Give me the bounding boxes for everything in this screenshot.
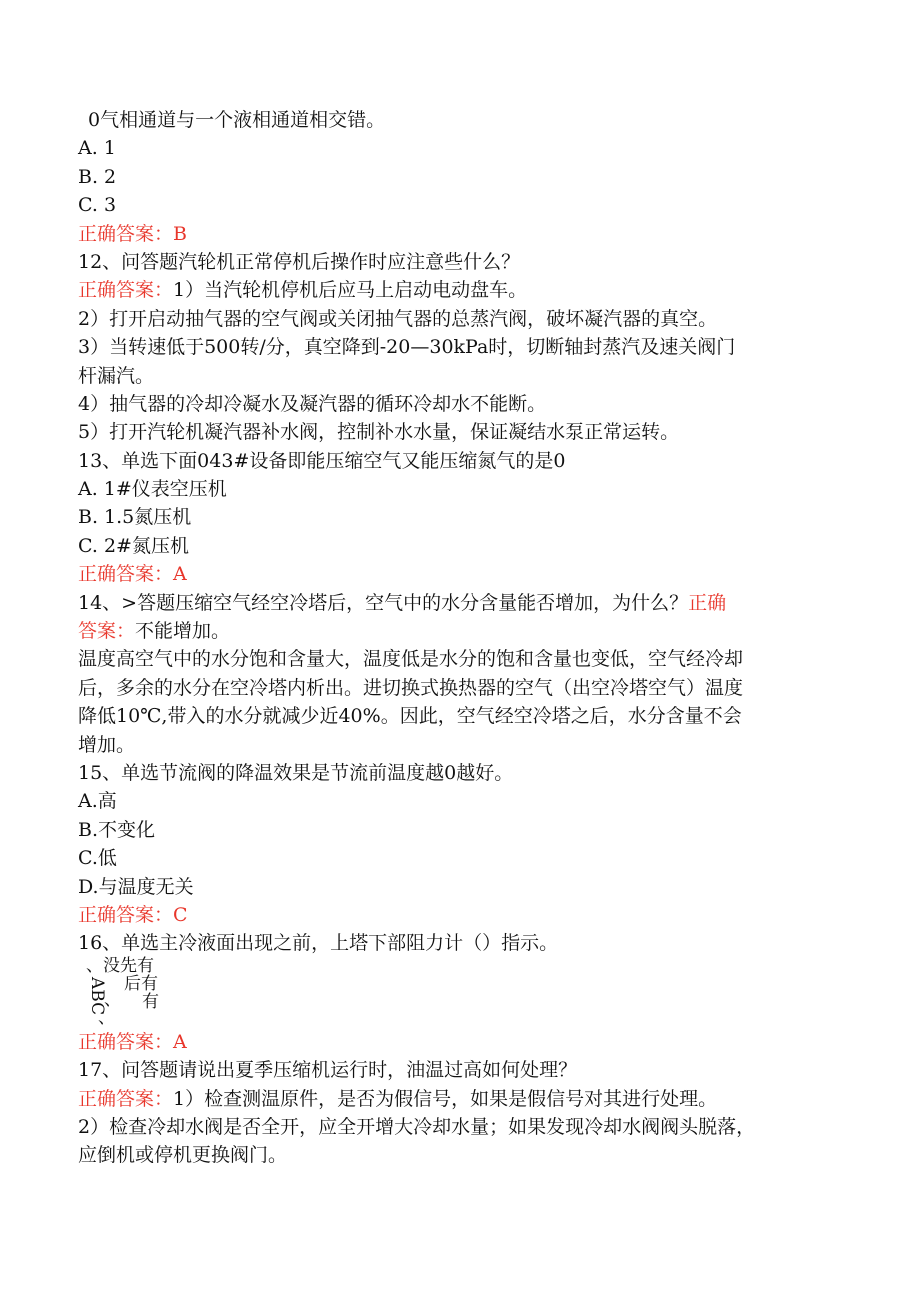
q15-title: 15、单选节流阀的降温效果是节流前温度越0越好。 [78,761,514,784]
answer-line: 温度高空气中的水分饱和含量大，温度低是水分的饱和含量也变低，空气经冷却 [78,648,744,671]
answer-line: 杆漏汽。 [78,364,155,387]
q16-answer [78,1028,848,1056]
answer-label: 正确答案： [78,903,174,926]
answer-label: 正确答案： [78,1087,174,1110]
q16-options-scatter [78,955,848,1028]
q12-title: 12、问答题汽轮机正常停机后操作时应注意些什么？ [78,250,521,273]
q16-scatter-text: 、没先有 [86,955,154,976]
q16-scatter-text: 、 [104,989,121,1010]
q16-scatter-text: 有 [142,991,159,1012]
answer-line: 1）检查测温原件，是否为假信号，如果是假信号对其进行处理。 [173,1087,718,1110]
q15-option-b: B.不变化 [78,818,156,841]
q13-option-c: C. 2#氮压机 [78,534,189,557]
q13-option-a: A. 1#仪表空压机 [78,478,227,501]
answer-line: 2）检查冷却水阀是否全开，应全开增大冷却水量；如果发现冷却水阀阀头脱落， [78,1115,756,1138]
q15-answer [78,901,848,929]
q11-option-a: A. 1 [78,137,116,160]
answer-label: 正确 [688,591,727,614]
q16-title: 16、单选主冷液面出现之前，上塔下部阻力计（）指示。 [78,932,559,955]
answer-line: 1）当汽轮机停机后应马上启动电动盘车。 [173,279,528,302]
q16-scatter-abc: ABC [87,976,107,1015]
q15-option-a: A.高 [78,790,117,813]
q13-title: 13、单选下面043#设备即能压缩空气又能压缩氮气的是0 [78,449,566,472]
answer-value: C [173,903,188,926]
q12-answer [78,276,848,304]
q13-option-b: B. 1.5氮压机 [78,506,192,529]
answer-value: A [173,563,187,586]
answer-line: 5）打开汽轮机凝汽器补水阀，控制补水水量，保证凝结水泵正常运转。 [78,421,680,444]
answer-line: 3）当转速低于500转/分，真空降到-20—30kPa时，切断轴封蒸汽及速关阀门 [78,336,736,359]
answer-label: 正确答案： [78,1030,174,1053]
answer-line: 增加。 [78,733,136,756]
answer-label: 正确答案： [78,279,174,302]
q16-scatter-text: 后有 [124,973,158,994]
answer-line: 不能增加。 [135,620,231,643]
answer-line: 2）打开启动抽气器的空气阀或关闭抽气器的总蒸汽阀，破坏凝汽器的真空。 [78,307,718,330]
document-page [78,106,848,1170]
answer-line: 4）抽气器的冷却冷凝水及凝汽器的循环冷却水不能断。 [78,392,547,415]
answer-line: 降低10℃,带入的水分就减少近40%。因此，空气经空冷塔之后，水分含量不会 [78,705,742,728]
q14-answer [78,617,848,645]
q14-title-text: 14、>答题压缩空气经空冷塔后，空气中的水分含量能否增加，为什么？ [78,591,689,614]
q15-option-d: D.与温度无关 [78,875,194,898]
q11-text: 0气相通道与一个液相通道相交错。 [88,109,386,131]
q11-option-b: B. 2 [78,165,117,188]
answer-value: B [173,222,187,245]
q16-scatter-text: 、 [98,1007,115,1028]
q15-option-c: C.低 [78,847,117,870]
q13-answer [78,560,848,588]
q17-answer [78,1085,848,1113]
answer-label: 正确答案： [78,563,174,586]
answer-value: A [173,1030,187,1053]
answer-label: 正确答案： [78,222,174,245]
answer-label: 答案： [78,620,136,643]
q11-answer [78,220,848,248]
answer-line: 应倒机或停机更换阀门。 [78,1144,288,1167]
q11-option-c: C. 3 [78,194,117,217]
answer-line: 后，多余的水分在空冷塔内析出。进切换式换热器的空气（出空冷塔空气）温度 [78,676,744,699]
q14-title [78,589,848,617]
q17-title: 17、问答题请说出夏季压缩机运行时，油温过高如何处理？ [78,1059,578,1082]
